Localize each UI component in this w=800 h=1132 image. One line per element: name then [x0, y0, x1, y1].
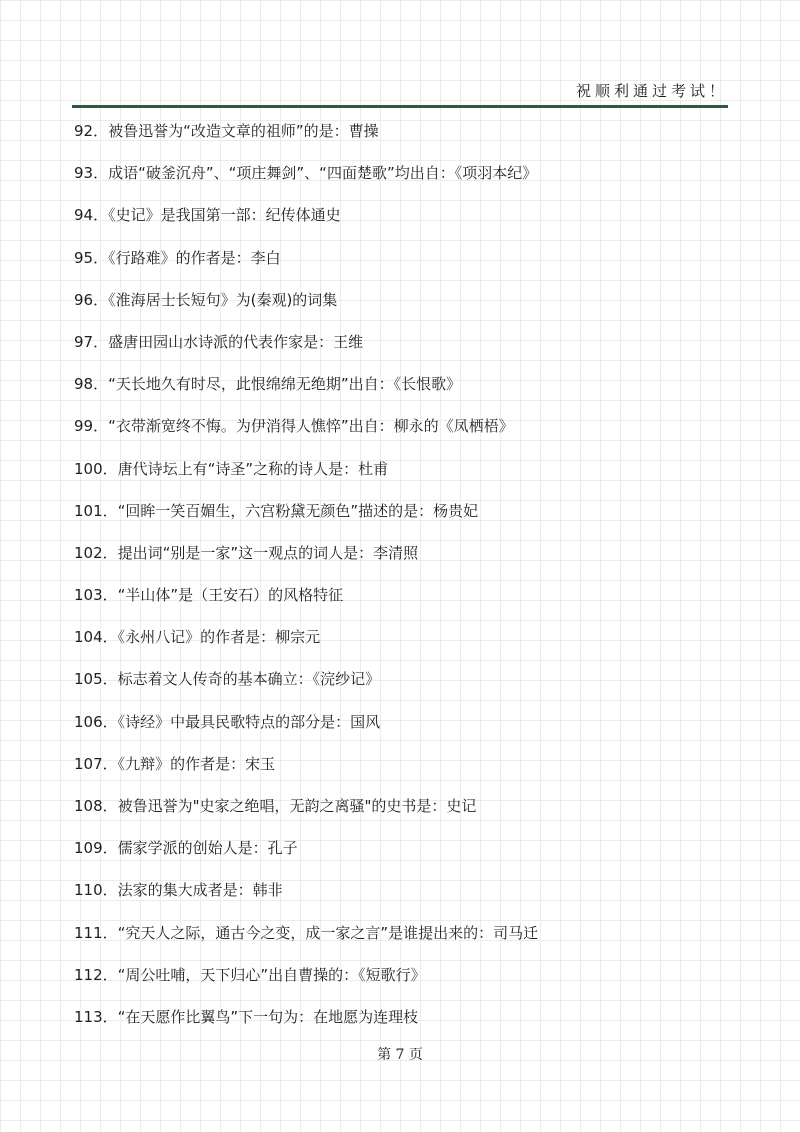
- list-item: 109．儒家学派的创始人是：孔子: [74, 839, 298, 858]
- header-divider: [72, 105, 728, 108]
- list-item: 103．“半山体”是（王安石）的风格特征: [74, 586, 344, 605]
- list-item: 98．“天长地久有时尽，此恨绵绵无绝期”出自：《长恨歌》: [74, 375, 462, 394]
- list-item: 113．“在天愿作比翼鸟”下一句为：在地愿为连理枝: [74, 1007, 419, 1026]
- list-item: 94．《史记》是我国第一部：纪传体通史: [74, 206, 341, 225]
- list-item: 108．被鲁迅誉为"史家之绝唱，无韵之离骚"的史书是：史记: [74, 797, 477, 815]
- qa-list: [74, 118, 734, 1046]
- list-item: 110．法家的集大成者是：韩非: [74, 881, 283, 900]
- list-item: 101．“回眸一笑百媚生，六宫粉黛无颜色”描述的是：杨贵妃: [74, 501, 479, 520]
- header-tagline: 祝顺利通过考试！: [575, 82, 728, 100]
- list-item: 105．标志着文人传奇的基本确立：《浣纱记》: [74, 670, 381, 689]
- list-item: 96．《淮海居士长短句》为(秦观)的词集: [74, 290, 338, 309]
- list-item: 111．“究天人之际，通古今之变，成一家之言”是谁提出来的：司马迁: [74, 923, 539, 942]
- list-item: 112．“周公吐哺，天下归心”出自曹操的：《短歌行》: [74, 965, 426, 984]
- list-item: 107．《九辩》的作者是：宋玉: [74, 754, 276, 773]
- list-item: 95．《行路难》的作者是：李白: [74, 248, 281, 267]
- list-item: 100．唐代诗坛上有“诗圣”之称的诗人是：杜甫: [74, 459, 389, 478]
- list-item: 93．成语“破釜沉舟”、“项庄舞剑”、“四面楚歌”均出自：《项羽本纪》: [74, 164, 538, 183]
- list-item: 97．盛唐田园山水诗派的代表作家是：王维: [74, 332, 364, 351]
- list-item: 106．《诗经》中最具民歌特点的部分是：国风: [74, 712, 381, 731]
- page-number: 第 7 页: [377, 1047, 423, 1063]
- list-item: 99．“衣带渐宽终不悔。为伊消得人憔悴”出自：柳永的《凤栖梧》: [74, 417, 514, 436]
- list-item: 92．被鲁迅誉为“改造文章的祖师”的是：曹操: [74, 122, 379, 140]
- list-item: 104．《永州八记》的作者是：柳宗元: [74, 628, 321, 647]
- list-item: 102．提出词“别是一家”这一观点的词人是：李清照: [74, 543, 419, 562]
